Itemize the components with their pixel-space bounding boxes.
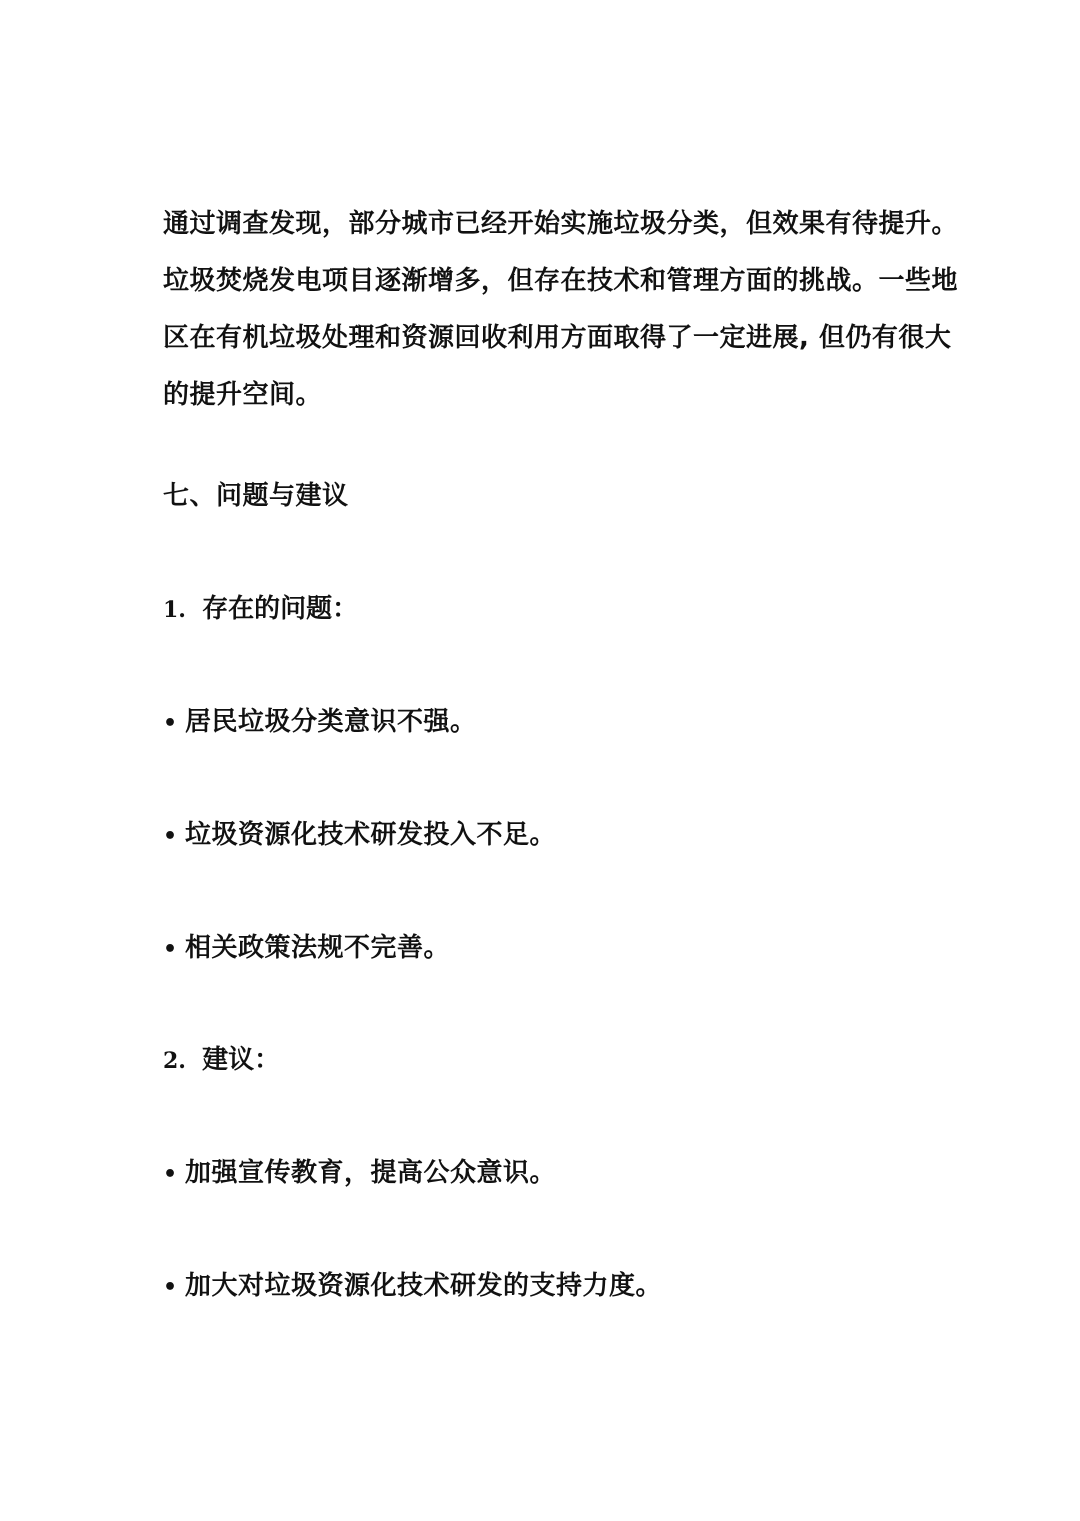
list-item [163,702,477,744]
suggestions-title: 建议： [202,1045,281,1075]
intro-paragraph [163,196,959,424]
list-item-text: 相关政策法规不完善。 [185,933,451,963]
list-item [163,1266,662,1308]
list-item-text: 加强宣传教育，提高公众意识。 [185,1158,557,1188]
paragraph-line: 通过调查发现，部分城市已经开始实施垃圾分类，但效果有待提升。 [163,209,959,239]
list-item [163,815,556,857]
list-item-text: 垃圾资源化技术研发投入不足。 [185,820,557,850]
bullet-icon: • [163,824,178,849]
paragraph-line: 的提升空间。 [163,380,323,410]
section-heading: 七、问题与建议 [163,481,349,511]
bullet-icon: • [163,1275,178,1300]
list-item [163,1153,556,1195]
suggestions-number: 2. [163,1048,186,1074]
problems-number: 1. [163,597,186,623]
list-item-text: 加大对垃圾资源化技术研发的支持力度。 [185,1271,663,1301]
problems-title: 存在的问题： [202,594,359,624]
suggestions-heading [163,1040,280,1081]
problems-heading [163,589,358,630]
paragraph-line: 垃圾焚烧发电项目逐渐增多，但存在技术和管理方面的挑战。一些地 [163,266,959,296]
list-item-text: 居民垃圾分类意识不强。 [185,707,477,737]
list-item [163,928,450,970]
bullet-icon: • [163,937,178,962]
paragraph-line: 区在有机垃圾处理和资源回收利用方面取得了一定进展, 但仍有很大 [163,323,952,353]
bullet-icon: • [163,1162,178,1187]
bullet-icon: • [163,711,178,736]
